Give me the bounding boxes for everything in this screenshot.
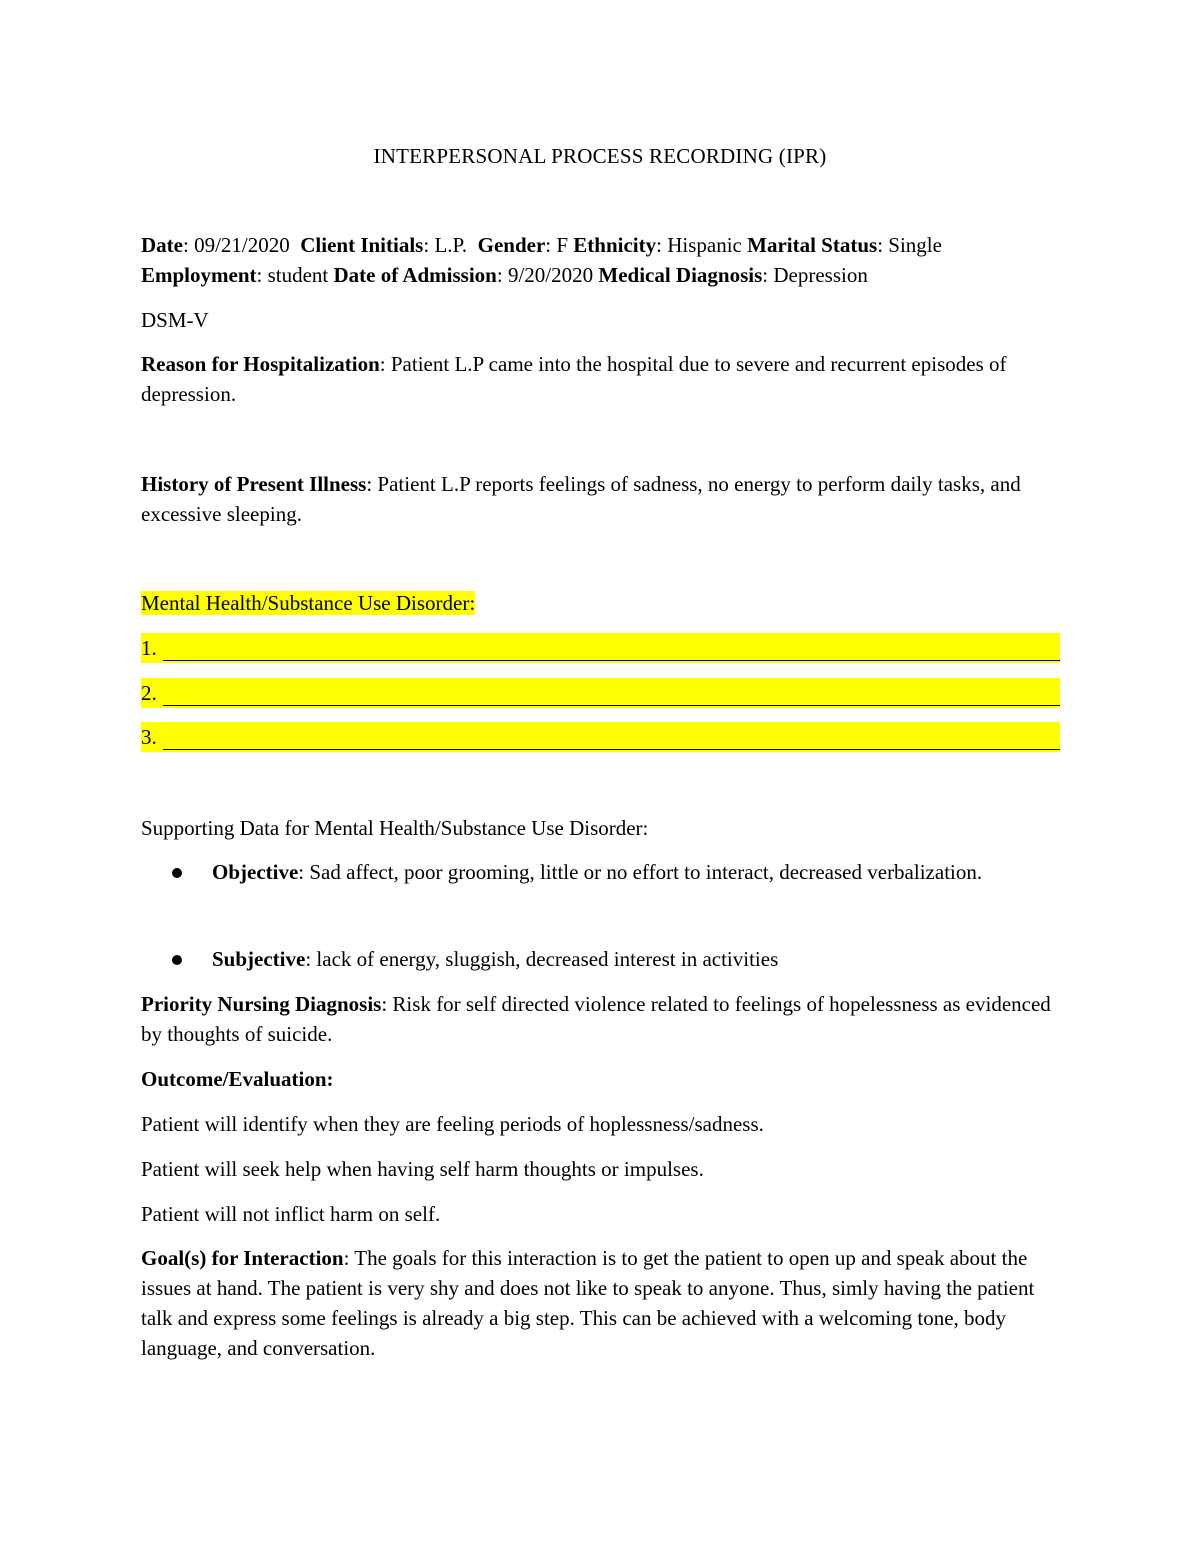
history-text: : Patient L.P reports feelings of sadness, no energy to perform daily tasks, and excessive sleeping.	[141, 472, 1021, 526]
client-initials-label: Client Initials	[300, 233, 424, 257]
reason-text: : Patient L.P came into the hospital due to severe and recurrent episodes of depression.	[141, 352, 1007, 406]
mh-disorder-heading: Mental Health/Substance Use Disorder:	[141, 591, 476, 615]
priority-label: Priority Nursing Diagnosis	[141, 992, 382, 1016]
bullet-icon	[172, 955, 182, 965]
goals-text: : The goals for this interaction is to get the patient to open up and speak about the issues at hand. The patient is very shy and does not like to speak to anyone. Thus, simly having the patient talk and express some feelings is already a big step. This can be achieved with a welcoming tone, body language, and conversation.	[141, 1246, 1035, 1360]
disorder-line-3	[141, 722, 1060, 752]
employment-value: : student	[256, 263, 329, 287]
ethnicity-value: : Hispanic	[656, 233, 742, 257]
disorder-number: 3.	[141, 725, 157, 749]
medical-diagnosis-value: : Depression	[762, 263, 868, 287]
demographics-line-1	[141, 230, 1061, 260]
page-title: INTERPERSONAL PROCESS RECORDING (IPR)	[373, 144, 827, 168]
date-label: Date	[141, 233, 183, 257]
disorder-number: 2.	[141, 681, 157, 705]
demographics-line-2	[141, 260, 1061, 290]
admission-date-value: : 9/20/2020	[496, 263, 594, 287]
disorder-line-2	[141, 678, 1060, 708]
history-label: History of Present Illness	[141, 472, 367, 496]
marital-status-value: : Single	[877, 233, 942, 257]
history-of-present-illness	[141, 469, 1061, 529]
outcome-item: Patient will seek help when having self harm thoughts or impulses.	[141, 1157, 704, 1181]
subjective-text: : lack of energy, sluggish, decreased interest in activities	[305, 947, 779, 971]
mh-disorder-heading-container	[141, 588, 1061, 618]
disorder-number: 1.	[141, 636, 157, 660]
bullet-icon	[172, 868, 182, 878]
supporting-data-heading: Supporting Data for Mental Health/Substance Use Disorder:	[141, 816, 649, 840]
goals-label: Goal(s) for Interaction	[141, 1246, 344, 1270]
reason-label: Reason for Hospitalization	[141, 352, 380, 376]
gender-label: Gender	[477, 233, 546, 257]
blank-rule	[163, 749, 1060, 750]
outcome-item: Patient will identify when they are feeling periods of hoplessness/sadness.	[141, 1112, 764, 1136]
goals-for-interaction	[141, 1243, 1046, 1363]
outcome-heading	[141, 1064, 1061, 1094]
gender-value: : F	[545, 233, 569, 257]
blank-rule	[163, 660, 1060, 661]
reason-for-hospitalization	[141, 349, 1061, 409]
client-initials-value: : L.P.	[423, 233, 468, 257]
objective-text: : Sad affect, poor grooming, little or no effort to interact, decreased verbalization.	[298, 860, 983, 884]
blank-rule	[163, 705, 1060, 706]
objective-label: Objective	[212, 860, 299, 884]
outcome-item: Patient will not inflict harm on self.	[141, 1202, 441, 1226]
dsm-label: DSM-V	[141, 308, 209, 332]
ethnicity-label: Ethnicity	[573, 233, 657, 257]
subjective-item	[212, 944, 1012, 974]
admission-date-label: Date of Admission	[333, 263, 497, 287]
outcome-heading-text: Outcome/Evaluation:	[141, 1067, 334, 1091]
medical-diagnosis-label: Medical Diagnosis	[598, 263, 763, 287]
objective-item	[212, 857, 1012, 887]
priority-text: : Risk for self directed violence related to feelings of hopelessness as evidenced by thoughts of suicide.	[141, 992, 1051, 1046]
subjective-label: Subjective	[212, 947, 306, 971]
priority-nursing-diagnosis	[141, 989, 1061, 1049]
employment-label: Employment	[141, 263, 257, 287]
date-value: : 09/21/2020	[182, 233, 290, 257]
disorder-line-1	[141, 633, 1060, 663]
marital-status-label: Marital Status	[747, 233, 878, 257]
